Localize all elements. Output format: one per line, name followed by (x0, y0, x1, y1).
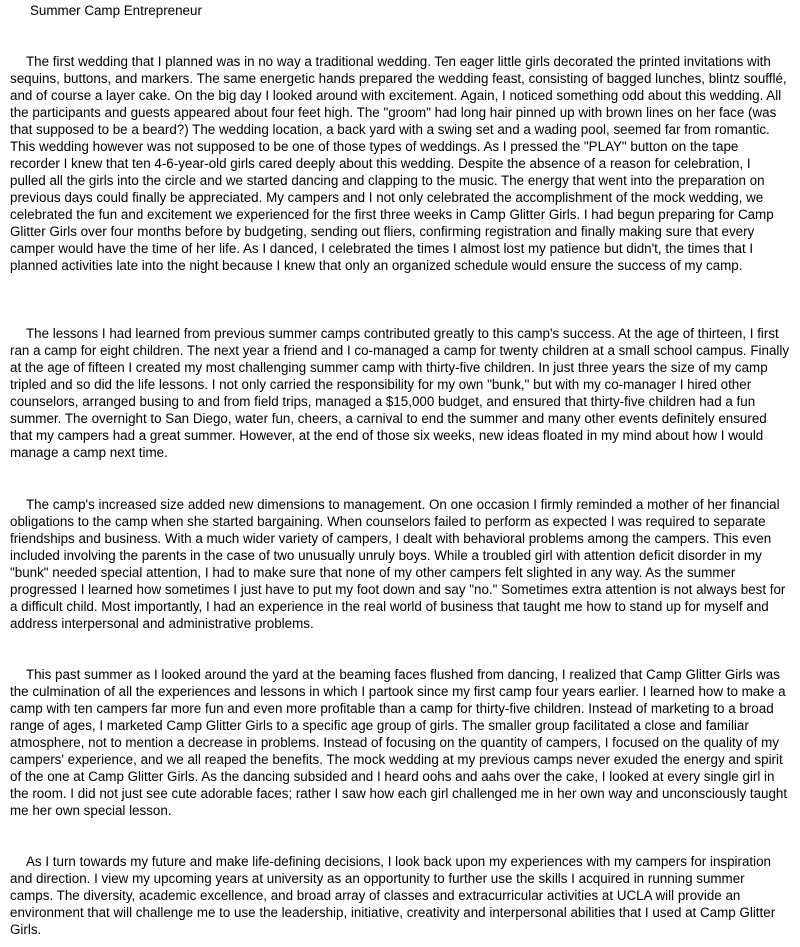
paragraph-4: This past summer as I looked around the yard at the beaming faces flushed from dancing, I realized that Camp Glitter Girls was the culmination of all the experiences and lessons in which I partook since my first camp four years earlier. I learned how to make a camp with ten campers far more fun and even more profitable than a camp for thirty-five children. Instead of marketing to a broad range of ages, I marketed Camp Glitter Girls to a specific age group of girls. The smaller group facilitated a close and familiar atmosphere, not to mention a decrease in problems. Instead of focusing on the quantity of campers, I focused on the quality of my campers' experience, and we all reaped the benefits. The mock wedding at my previous camps never exuded the energy and spirit of the one at Camp Glitter Girls. As the dancing subsided and I heard oohs and aahs over the cake, I looked at every single girl in the room. I did not just see cute adorable faces; rather I saw how each girl challenged me in her own way and unconsciously taught me her own special lesson. (10, 667, 788, 818)
document-title: Summer Camp Entrepreneur (30, 3, 202, 18)
paragraph-3: The camp's increased size added new dimensions to management. On one occasion I firmly reminded a mother of her financial obligations to the camp when she started bargaining. When counselors failed to perform as expected I was required to separate friendships and business. With a much wider variety of campers, I dealt with behavioral problems among the campers. This even included involving the parents in the case of two unusually unruly boys. While a troubled girl with attention deficit disorder in my "bunk" needed special attention, I had to make sure that none of my other campers felt slighted in any way. As the summer progressed I learned how sometimes I just have to put my foot down and say "no." Sometimes extra attention is not always best for a difficult child. Most importantly, I had an experience in the real world of business that taught me how to stand up for myself and address interpersonal and administrative problems. (10, 497, 786, 631)
paragraph-1: The first wedding that I planned was in no way a traditional wedding. Ten eager little girls decorated the printed invitations with sequins, buttons, and markers. The same energetic hands prepared the wedding feast, consisting of bagged lunches, blintz soufflé, and of course a layer cake. On the big day I looked around with excitement. Again, I noticed something odd about this wedding. All the participants and guests appeared about four feet high. The "groom" had long hair pinned up with brown lines on her face (was that supposed to be a beard?) The wedding location, a back yard with a swing set and a wading pool, seemed far from romantic. This wedding however was not supposed to be one of those types of weddings. As I pressed the "PLAY" button on the tape recorder I knew that ten 4-6-year-old girls cared deeply about this wedding. Despite the absence of a reason for celebration, I pulled all the girls into the circle and we started dancing and clapping to the music. The energy that went into the preparation on previous days could finally be appreciated. My campers and I not only celebrated the accomplishment of the mock wedding, we celebrated the fun and excitement we experienced for the first three weeks in Camp Glitter Girls. I had begun preparing for Camp Glitter Girls over four months before by budgeting, sending out fliers, confirming registration and finally making sure that every camper would have the time of her life. As I danced, I celebrated the times I almost lost my patience but didn't, the times that I planned activities late into the night because I knew that only an organized schedule would ensure the success of my camp. (10, 54, 787, 273)
paragraph-5: As I turn towards my future and make life-defining decisions, I look back upon my experiences with my campers for inspiration and direction. I view my upcoming years at university as an opportunity to further use the skills I acquired in running summer camps. The diversity, academic excellence, and broad array of classes and extracurricular activities at UCLA will provide an environment that will challenge me to use the leadership, initiative, creativity and interpersonal abilities that I used at Camp Glitter Girls. (10, 854, 776, 937)
paragraph-2: The lessons I had learned from previous summer camps contributed greatly to this camp's success. At the age of thirteen, I first ran a camp for eight children. The next year a friend and I co-managed a camp for twenty children at a small school campus. Finally at the age of fifteen I created my most challenging summer camp with thirty-five children. In just three years the size of my camp tripled and so did the life lessons. I not only carried the responsibility for my own "bunk," but with my co-manager I hired other counselors, arranged busing to and from field trips, managed a $15,000 budget, and ensured that thirty-five children had a fun summer. The overnight to San Diego, water fun, cheers, a carnival to end the summer and many other events definitely ensured that my campers had a great summer. However, at the end of those six weeks, new ideas floated in my mind about how I would manage a camp next time. (10, 326, 790, 460)
